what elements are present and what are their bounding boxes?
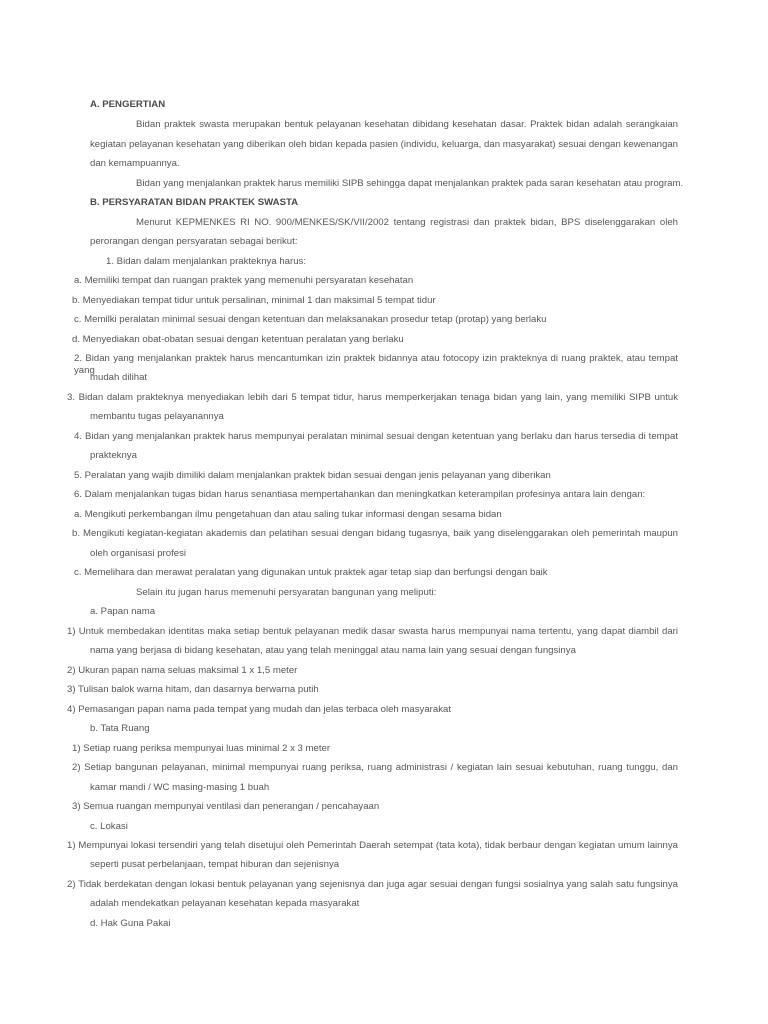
subheading: c. Lokasi (90, 821, 128, 832)
list-item: 4. Bidan yang menjalankan praktek harus mempunyai peralatan minimal sesuai dengan ketentuan yang berlaku dan harus tersedia di tempat (74, 431, 678, 442)
paragraph-line: dan kemampuannya. (90, 158, 180, 169)
list-item: 1) Setiap ruang periksa mempunyai luas minimal 2 x 3 meter (72, 743, 331, 754)
list-item: 2) Setiap bangunan pelayanan, minimal mempunyai ruang periksa, ruang administrasi / kegiatan lain sesuai kebutuhan, ruang tunggu, dan (72, 762, 678, 773)
list-item: oleh organisasi profesi (90, 548, 186, 559)
list-item: membantu tugas pelayanannya (90, 411, 224, 422)
list-item: 1) Mempunyai lokasi tersendiri yang telah disetujui oleh Pemerintah Daerah setempat (tata kota), tidak berbaur dengan kegiatan umum lainnya (67, 840, 678, 851)
paragraph-line: Bidan yang menjalankan praktek harus memiliki SIPB sehingga dapat menjalankan praktek pada saran kesehatan atau program. (136, 178, 684, 189)
list-item: a. Mengikuti perkembangan ilmu pengetahuan dan atau saling tukar informasi dengan sesama bidan (74, 509, 502, 520)
list-item: 3) Tulisan balok warna hitam, dan dasarnya berwarna putih (67, 684, 319, 695)
list-item: 3) Semua ruangan mempunyai ventilasi dan penerangan / pencahayaan (72, 801, 380, 812)
list-item: d. Menyediakan obat-obatan sesuai dengan ketentuan peralatan yang berlaku (72, 334, 404, 345)
list-item: c. Memilki peralatan minimal sesuai dengan ketentuan dan melaksanakan prosedur tetap (protap) yang berlaku (74, 314, 547, 325)
list-item: adalah mendekatkan pelayanan kesehatan kepada masyarakat (90, 898, 360, 909)
list-item: 1) Untuk membedakan identitas maka setiap bentuk pelayanan medik dasar swasta harus mempunyai nama tertentu, yang dapat diambil dari (67, 626, 678, 637)
list-item: 2. Bidan yang menjalankan praktek harus mencantumkan izin praktek bidannya atau fotocopy izin prakteknya di ruang praktek, atau tempat yang (74, 353, 678, 376)
list-item: b. Mengikuti kegiatan-kegiatan akademis dan pelatihan sesuai dengan bidang tugasnya, baik yang diselenggarakan oleh pemerintah maupun (72, 528, 678, 539)
subheading: d. Hak Guna Pakai (90, 918, 171, 929)
list-item: seperti pusat perbelanjaan, tempat hiburan dan sejenisnya (90, 859, 340, 870)
paragraph-line: Bidan praktek swasta merupakan bentuk pelayanan kesehatan dibidang kesehatan dasar. Praktek bidan adalah serangkaian (136, 119, 678, 130)
list-item: prakteknya (90, 450, 137, 461)
list-item: 1. Bidan dalam menjalankan prakteknya harus: (106, 256, 306, 267)
list-item: 2) Ukuran papan nama seluas maksimal 1 x 1,5 meter (67, 665, 298, 676)
paragraph-line: perorangan dengan persyaratan sebagai berikut: (90, 236, 298, 247)
list-item: 4) Pemasangan papan nama pada tempat yang mudah dan jelas terbaca oleh masyarakat (67, 704, 451, 715)
list-item: b. Menyediakan tempat tidur untuk persalinan, minimal 1 dan maksimal 5 tempat tidur (72, 295, 436, 306)
list-item: 5. Peralatan yang wajib dimiliki dalam menjalankan praktek bidan sesuai dengan jenis pelayanan yang diberikan (74, 470, 551, 481)
list-item: 3. Bidan dalam prakteknya menyediakan lebih dari 5 tempat tidur, harus memperkerjakan tenaga bidan yang lain, yang memiliki SIPB untuk (67, 392, 678, 403)
subheading: b. Tata Ruang (90, 723, 150, 734)
paragraph-line: Menurut KEPMENKES RI NO. 900/MENKES/SK/VII/2002 tentang registrasi dan praktek bidan, BPS diselenggarakan oleh (136, 217, 678, 228)
list-item: a. Memiliki tempat dan ruangan praktek yang memenuhi persyaratan kesehatan (74, 275, 414, 286)
section-b-heading: B. PERSYARATAN BIDAN PRAKTEK SWASTA (90, 197, 299, 208)
subheading: a. Papan nama (90, 606, 156, 617)
list-item: 6. Dalam menjalankan tugas bidan harus senantiasa mempertahankan dan meningkatkan keterampilan profesinya antara lain dengan: (74, 489, 646, 500)
list-item: nama yang berjasa di bidang kesehatan, atau yang telah meninggal atau nama lain yang sesuai dengan fungsinya (90, 645, 576, 656)
list-item: 2) Tidak berdekatan dengan lokasi bentuk pelayanan yang sejenisnya dan juga agar sesuai dengan fungsi sosialnya yang salah satu fungsinya (67, 879, 678, 890)
list-item: c. Memelihara dan merawat peralatan yang digunakan untuk praktek agar tetap siap dan berfungsi dengan baik (74, 567, 548, 578)
paragraph-line: Selain itu jugan harus memenuhi persyaratan bangunan yang meliputi: (136, 587, 437, 598)
section-a-heading: A. PENGERTIAN (90, 99, 166, 110)
list-item: kamar mandi / WC masing-masing 1 buah (90, 782, 270, 793)
list-item: mudah dilihat (90, 372, 148, 383)
paragraph-line: kegiatan pelayanan kesehatan yang diberikan oleh bidan kepada pasien (individu, keluarga, dan masyarakat) sesuai dengan kewenangan (90, 139, 678, 150)
